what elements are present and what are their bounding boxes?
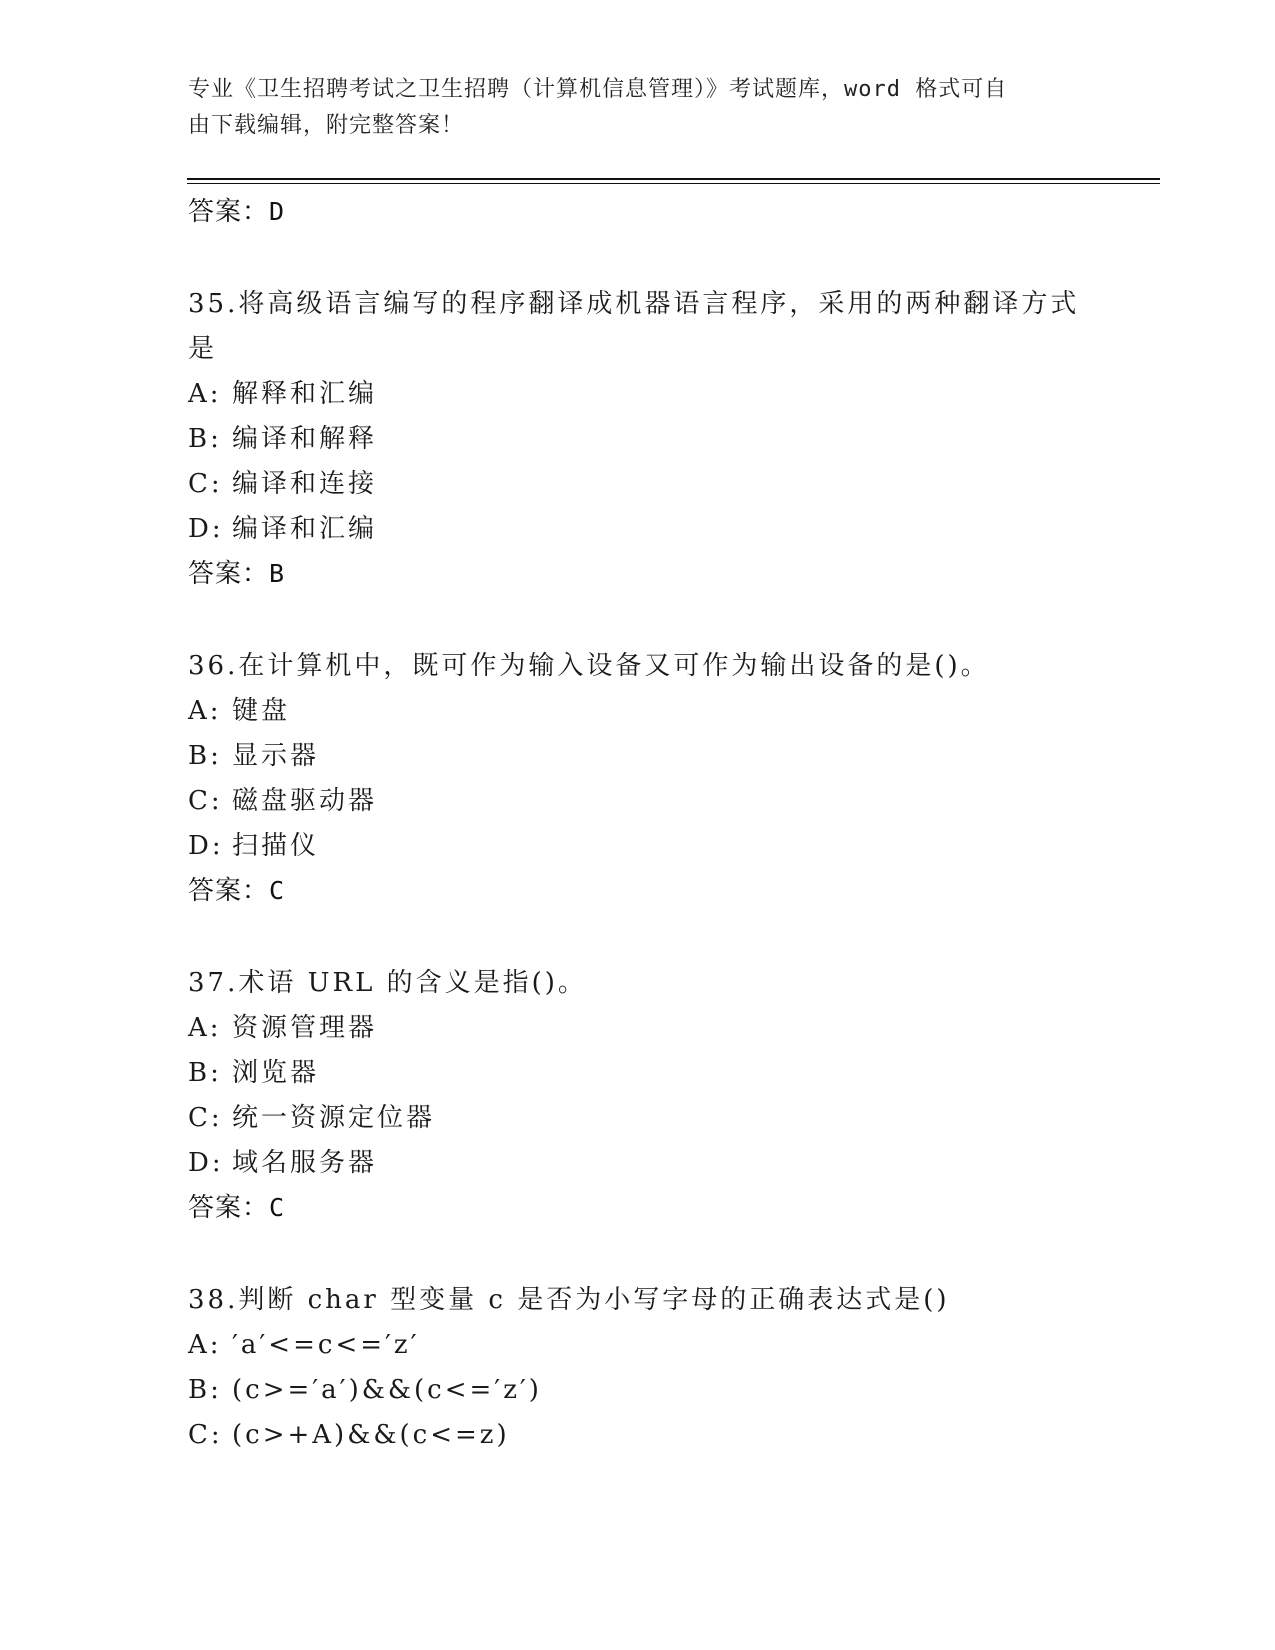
option-letter: C:	[188, 1103, 223, 1133]
question-stem: 37.术语 URL 的含义是指()。	[188, 968, 587, 998]
question-37	[188, 961, 1088, 1230]
option-letter: C:	[188, 469, 223, 499]
option-text: 资源管理器	[232, 1013, 378, 1043]
option-letter: A:	[188, 1330, 222, 1360]
option-text: (c>=′a′)&&(c<=′z′)	[232, 1375, 542, 1405]
previous-answer	[188, 190, 1088, 234]
option-d	[188, 824, 1088, 869]
answer-value: B	[269, 559, 286, 588]
question-list	[188, 190, 1088, 1458]
option-b	[188, 1051, 1088, 1096]
option-text: ′a′<=c<=′z′	[232, 1330, 420, 1360]
question-stem: 35.将高级语言编写的程序翻译成机器语言程序，采用的两种翻译方式是	[188, 289, 1080, 364]
option-letter: C:	[188, 1420, 223, 1450]
answer-label: 答案：	[188, 559, 270, 589]
option-letter: D:	[188, 1148, 224, 1178]
answer-value: C	[269, 1193, 286, 1222]
option-letter: D:	[188, 514, 224, 544]
header-line-2: 由下载编辑，附完整答案！	[188, 113, 465, 138]
answer	[188, 552, 1088, 596]
option-text: 扫描仪	[232, 831, 320, 861]
option-letter: A:	[188, 379, 222, 409]
answer-value: D	[269, 197, 286, 226]
option-a	[188, 689, 1088, 734]
option-a	[188, 1006, 1088, 1051]
option-text: (c>+A)&&(c<=z)	[232, 1420, 510, 1450]
option-letter: A:	[188, 696, 222, 726]
question-stem: 36.在计算机中，既可作为输入设备又可作为输出设备的是()。	[188, 651, 990, 681]
answer	[188, 1186, 1088, 1230]
option-c	[188, 779, 1088, 824]
option-d	[188, 507, 1088, 552]
option-text: 磁盘驱动器	[232, 786, 378, 816]
answer-value: C	[269, 876, 286, 905]
option-text: 域名服务器	[232, 1148, 378, 1178]
option-letter: A:	[188, 1013, 222, 1043]
option-text: 键盘	[232, 696, 291, 726]
document-header	[188, 72, 1088, 144]
answer-label: 答案：	[188, 1193, 270, 1223]
answer	[188, 869, 1088, 913]
option-text: 浏览器	[232, 1058, 320, 1088]
question-36	[188, 644, 1088, 913]
answer-label: 答案：	[188, 876, 270, 906]
option-letter: D:	[188, 831, 224, 861]
question-35	[188, 282, 1088, 596]
option-letter: B:	[188, 424, 222, 454]
answer-label: 答案：	[188, 197, 270, 227]
option-text: 显示器	[232, 741, 320, 771]
question-38	[188, 1278, 1088, 1458]
option-c	[188, 1096, 1088, 1141]
option-b	[188, 417, 1088, 462]
option-text: 统一资源定位器	[232, 1103, 436, 1133]
header-line-1: 专业《卫生招聘考试之卫生招聘（计算机信息管理）》考试题库，word 格式可自	[188, 77, 1008, 102]
header-divider-thin	[187, 183, 1160, 184]
option-c	[188, 462, 1088, 507]
option-text: 编译和连接	[232, 469, 378, 499]
option-a	[188, 372, 1088, 417]
option-b	[188, 1368, 1088, 1413]
option-letter: B:	[188, 1375, 222, 1405]
option-text: 解释和汇编	[232, 379, 378, 409]
option-letter: B:	[188, 1058, 222, 1088]
option-a	[188, 1323, 1088, 1368]
question-stem: 38.判断 char 型变量 c 是否为小写字母的正确表达式是()	[188, 1285, 950, 1315]
header-divider-thick	[187, 178, 1160, 180]
option-d	[188, 1141, 1088, 1186]
option-text: 编译和解释	[232, 424, 378, 454]
option-text: 编译和汇编	[232, 514, 378, 544]
option-c	[188, 1413, 1088, 1458]
option-letter: C:	[188, 786, 223, 816]
option-b	[188, 734, 1088, 779]
option-letter: B:	[188, 741, 222, 771]
